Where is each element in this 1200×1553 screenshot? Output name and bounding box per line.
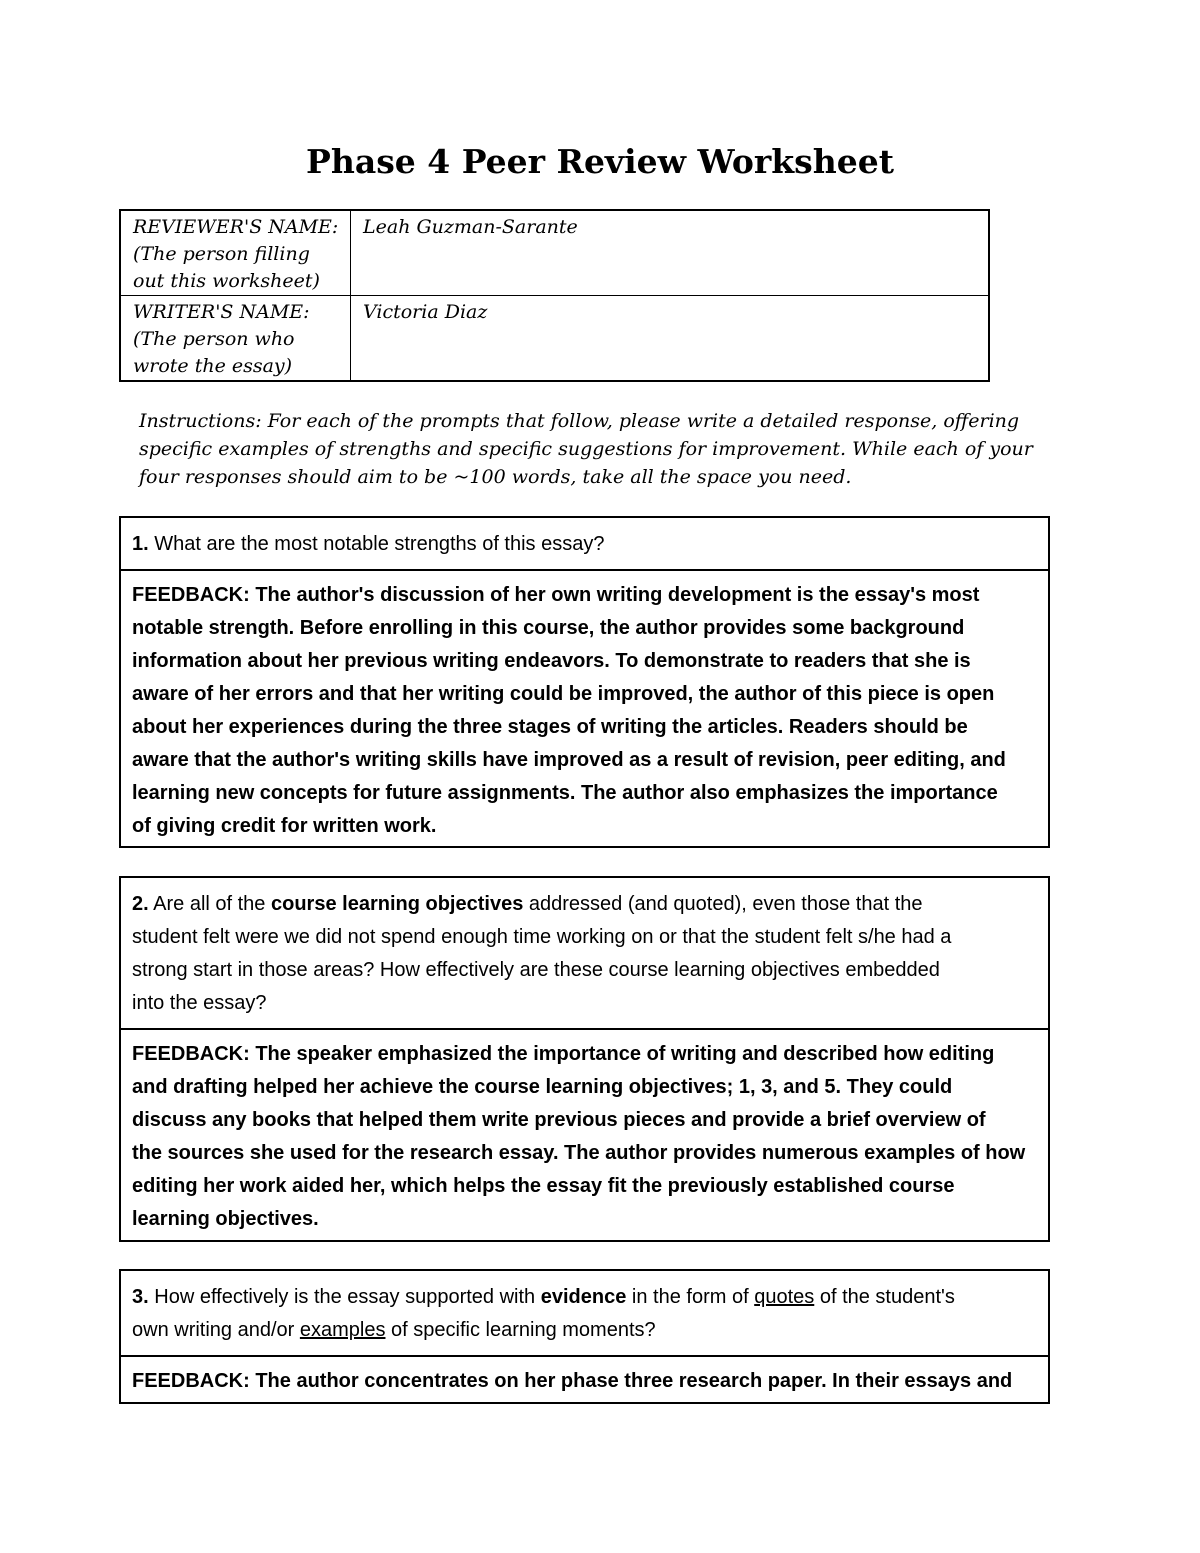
question-2-box [119, 876, 1050, 1242]
reviewer-label: REVIEWER'S NAME: (The person filling out this worksheet) [120, 210, 351, 296]
reviewer-name[interactable]: Leah Guzman-Sarante [351, 210, 990, 296]
writer-row [120, 296, 989, 382]
question-2-prompt: 2. Are all of the course learning objectives addressed (and quoted), even those that the student felt were we did not spend enough time working on or that the student felt s/he had a strong start in those areas? How effectively are these course learning objectives embedded into the essay? [121, 878, 1048, 1030]
names-table [119, 209, 990, 382]
page-title: Phase 4 Peer Review Worksheet [306, 142, 894, 181]
question-3-box [119, 1269, 1050, 1404]
question-1-prompt: 1. What are the most notable strengths of this essay? [121, 518, 1048, 571]
question-1-feedback[interactable]: FEEDBACK: The author's discussion of her own writing development is the essay's most notable strength. Before enrolling in this course, the author provides some background information about her previous writing endeavors. To demonstrate to readers that she is aware of her errors and that her writing could be improved, the author of this piece is open about her experiences during the three stages of writing the articles. Readers should be aware that the author's writing skills have improved as a result of revision, peer editing, and learning new concepts for future assignments. The author also emphasizes the importance of giving credit for written work. [132, 584, 1006, 837]
reviewer-row [120, 210, 989, 296]
instructions: Instructions: For each of the prompts that follow, please write a detailed response, offering specific examples of strengths and specific suggestions for improvement. While each of your four responses should aim to be ~100 words, take all the space you need. [139, 410, 1033, 488]
question-2-feedback[interactable]: FEEDBACK: The speaker emphasized the importance of writing and described how editing and drafting helped her achieve the course learning objectives; 1, 3, and 5. They could discuss any books that helped them write previous pieces and provide a brief overview of the sources she used for the research essay. The author provides numerous examples of how editing her work aided her, which helps the essay fit the previously established course learning objectives. [132, 1043, 1026, 1230]
writer-label: WRITER'S NAME: (The person who wrote the essay) [120, 296, 351, 382]
question-1-box [119, 516, 1050, 848]
question-3-feedback[interactable]: FEEDBACK: The author concentrates on her phase three research paper. In their essays and [132, 1370, 1013, 1392]
writer-name[interactable]: Victoria Diaz [351, 296, 990, 382]
question-3-prompt: 3. How effectively is the essay supported with evidence in the form of quotes of the student's own writing and/or examples of specific learning moments? [121, 1271, 1048, 1357]
